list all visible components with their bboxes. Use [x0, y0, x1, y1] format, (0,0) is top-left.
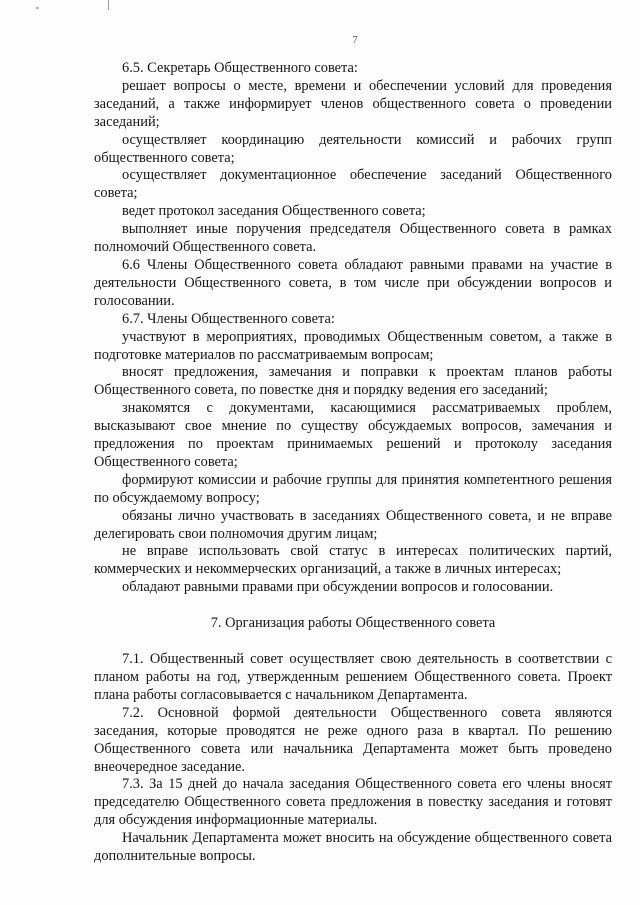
paragraph: осуществляет координацию деятельности комиссий и рабочих групп общественного совета;: [94, 131, 612, 166]
paragraph: осуществляет документационное обеспечение заседаний Общественного совета;: [94, 167, 612, 202]
page-number: 7: [352, 34, 358, 46]
paragraph-6-6: 6.6 Члены Общественного совета обладают равными правами на участие в деятельности Общественного совета, в том числе при обсуждении вопросов и голосовании.: [94, 256, 612, 309]
scan-artifact: [36, 7, 39, 9]
paragraph: вносят предложения, замечания и поправки к проектам планов работы Общественного совета, по повестке дня и порядку ведения его заседаний;: [94, 364, 612, 399]
document-body: [94, 60, 612, 866]
paragraph-7-1: 7.1. Общественный совет осуществляет свою деятельность в соответствии с планом работы на год, утвержденным решением Общественного совета. Проект плана работы согласовывается с начальником Департамента.: [94, 651, 612, 703]
paragraph: не вправе использовать свой статус в интересах политических партий, коммерческих и некоммерческих организаций, а также в личных интересах;: [94, 543, 612, 578]
paragraph-6-5: 6.5. Секретарь Общественного совета:: [122, 60, 358, 76]
paragraph-6-7: 6.7. Члены Общественного совета:: [122, 310, 335, 327]
paragraph: Начальник Департамента может вносить на обсуждение общественного совета дополнительные вопросы.: [94, 830, 612, 865]
paragraph: выполняет иные поручения председателя Общественного совета в рамках полномочий Общественного совета.: [94, 221, 612, 256]
paragraph: обладают равными правами при обсуждении вопросов и голосовании.: [122, 579, 554, 596]
section-heading: 7. Организация работы Общественного совета: [210, 615, 496, 632]
paragraph: решает вопросы о месте, времени и обеспечении условий для проведения заседаний, а также информирует членов общественного совета о проведении заседаний;: [94, 77, 612, 130]
paragraph-7-3: 7.3. За 15 дней до начала заседания Общественного совета его члены вносят председателю Общественного совета предложения в повестку заседания и готовят для обсуждения информационные материалы.: [94, 776, 612, 829]
paragraph: ведет протокол заседания Общественного совета;: [122, 203, 426, 220]
paragraph: обязаны лично участвовать в заседаниях Общественного совета, и не вправе делегировать свои полномочия другим лицам;: [94, 507, 612, 542]
paragraph: участвуют в мероприятиях, проводимых Общественным советом, а также в подготовке материалов по рассматриваемым вопросам;: [94, 328, 612, 363]
scan-artifact-line: [108, 0, 109, 10]
paragraph-7-2: 7.2. Основной формой деятельности Общественного совета являются заседания, которые проводятся не реже одного раза в квартал. По решению Общественного совета или начальника Департамента может быть проведено внеочередное заседание.: [94, 704, 612, 775]
paragraph: формируют комиссии и рабочие группы для принятия компетентного решения по обсуждаемому вопросу;: [94, 471, 612, 506]
paragraph: знакомятся с документами, касающимися рассматриваемых проблем, высказывают свое мнение по существу обсуждаемых вопросов, замечания и предложения по проектам принимаемых решений и протоколу заседания Общественного совета;: [94, 400, 612, 470]
